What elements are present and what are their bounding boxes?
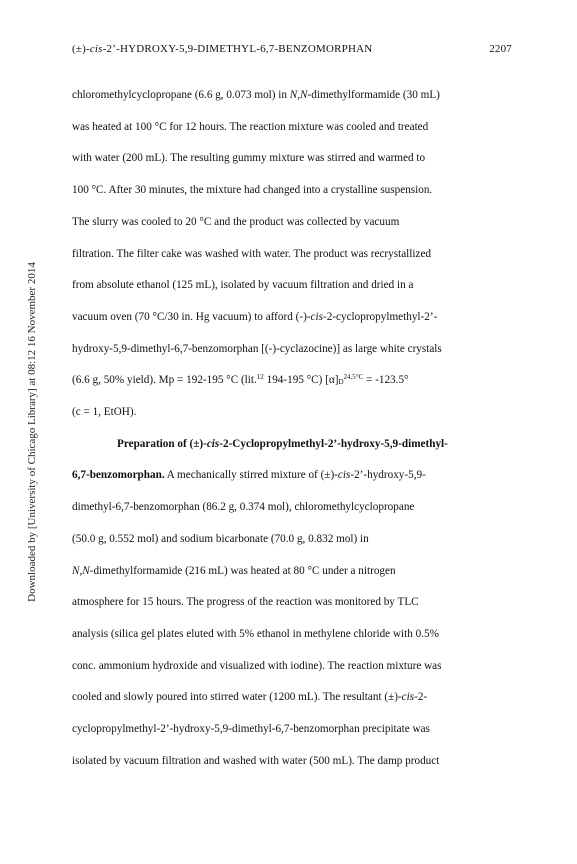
text-line: 6,7-benzomorphan. A mechanically stirred mixture of (±)-cis-2’-hydroxy-5,9-: [72, 469, 426, 482]
text-line: isolated by vacuum filtration and washed with water (500 mL). The damp product: [72, 754, 440, 767]
text-line: analysis (silica gel plates eluted with 5% ethanol in methylene chloride with 0.5%: [72, 627, 439, 640]
text-line: cooled and slowly poured into stirred water (1200 mL). The resultant (±)-cis-2-: [72, 691, 428, 704]
text-line: filtration. The filter cake was washed with water. The product was recrystallized: [72, 247, 432, 260]
page-number: 2207: [489, 43, 512, 55]
text-line: (c = 1, EtOH).: [72, 406, 137, 419]
text-line: The slurry was cooled to 20 °C and the product was collected by vacuum: [72, 215, 400, 228]
text-line: (6.6 g, 50% yield). Mp = 192-195 °C (lit.$^{12}$ 194-195 °C) $[\alpha]_D^{24.5^\circ C} = -123.5^\circ$: [72, 373, 409, 387]
text-line: with water (200 mL). The resulting gummy mixture was stirred and warmed to: [72, 152, 426, 165]
reference-superscript: 12: [256, 373, 264, 382]
text-line: was heated at 100 °C for 12 hours. The reaction mixture was cooled and treated: [72, 120, 429, 133]
text-line: chloromethylcyclopropane (6.6 g, 0.073 mol) in N,N-dimethylformamide (30 mL): [72, 89, 440, 101]
text-line: atmosphere for 15 hours. The progress of the reaction was monitored by TLC: [72, 596, 419, 609]
article-body: [72, 80, 512, 777]
text-line: cyclopropylmethyl-2’-hydroxy-5,9-dimethyl-6,7-benzomorphan precipitate was: [72, 723, 430, 736]
running-title: (±)-cis-2’-HYDROXY-5,9-DIMETHYL-6,7-BENZOMORPHAN: [72, 43, 373, 55]
text-line: (50.0 g, 0.552 mol) and sodium bicarbonate (70.0 g, 0.832 mol) in: [72, 532, 369, 545]
text-line: N,N-dimethylformamide (216 mL) was heated at 80 °C under a nitrogen: [72, 564, 396, 577]
text-line: dimethyl-6,7-benzomorphan (86.2 g, 0.374 mol), chloromethylcyclopropane: [72, 501, 415, 514]
text-line: from absolute ethanol (125 mL), isolated by vacuum filtration and dried in a: [72, 279, 414, 292]
section-heading: Preparation of (±)-cis-2-Cyclopropylmethyl-2’-hydroxy-5,9-dimethyl-: [117, 437, 448, 450]
download-stamp: Downloaded by [University of Chicago Library] at 08:12 16 November 2014: [26, 262, 38, 602]
text-line: 100 °C. After 30 minutes, the mixture had changed into a crystalline suspension.: [72, 184, 433, 197]
text-line: conc. ammonium hydroxide and visualized with iodine). The reaction mixture was: [72, 659, 442, 672]
text-line: vacuum oven (70 °C/30 in. Hg vacuum) to afford (-)-cis-2-cyclopropylmethyl-2’-: [72, 310, 438, 323]
text-line: hydroxy-5,9-dimethyl-6,7-benzomorphan [(-)-cyclazocine)] as large white crystals: [72, 342, 442, 355]
